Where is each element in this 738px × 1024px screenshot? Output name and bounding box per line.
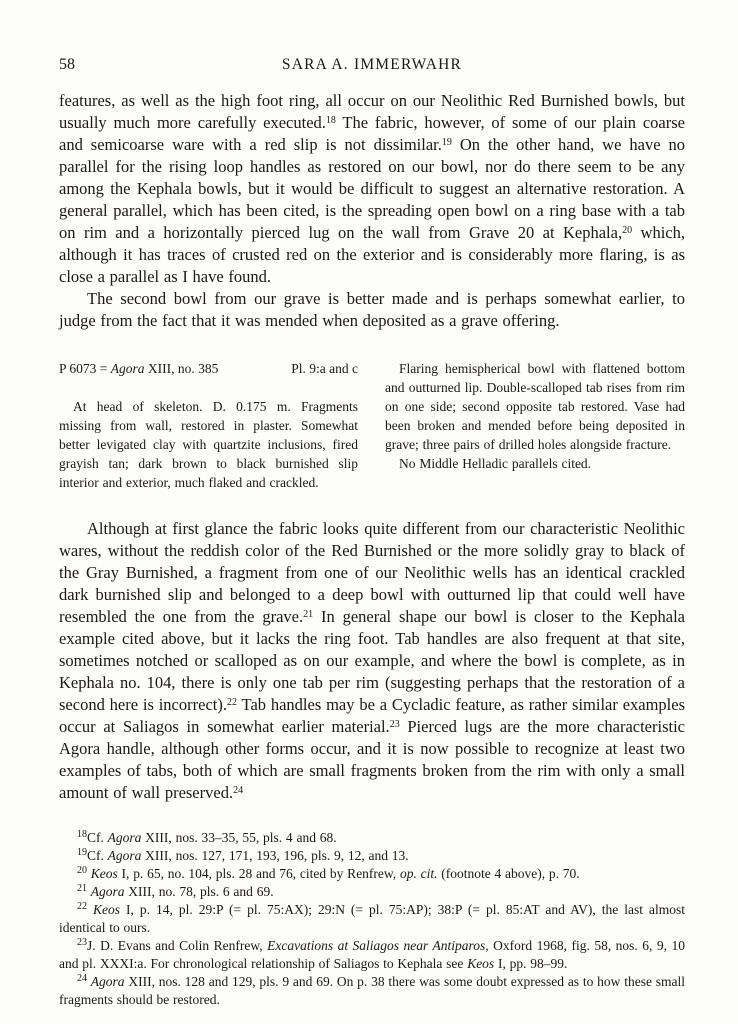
catalog-heading — [59, 359, 358, 378]
footnote-23: $^{23}$J. D. Evans and Colin Renfrew, Excavations at Saliagos near Antiparos, Oxford 1968, fig. 58, nos. 6, 9, 10 and pl. XXXI:a. For chronological relationship of Saliagos to Kephala see Keos I, pp. 98–99. — [59, 937, 685, 971]
catalog-entry — [59, 359, 685, 492]
catalog-parallels-note: No Middle Helladic parallels cited. — [399, 456, 592, 471]
footnote-22: $^{22}$ Keos I, p. 14, pl. 29:P (= pl. 75:AX); 29:N (= pl. 75:AP); 38:P (= pl. 85:AT and AV), the last almost identical to ours. — [59, 901, 685, 935]
plate-reference: Pl. 9:a and c — [291, 361, 358, 376]
footnote-24: $^{24}$ Agora XIII, nos. 128 and 129, pls. 9 and 69. On p. 38 there was some doubt expressed as to how these small fragments should be restored. — [59, 973, 685, 1007]
body-text — [59, 90, 685, 332]
paragraph-fabric-discussion: Although at first glance the fabric looks quite different from our characteristic Neolithic wares, without the reddish color of the Red Burnished or the more solidly gray to black of the Gray Burnished, a fragment from one of our Neolithic wells has an identical crackled dark burnished slip and belonged to a deep bowl with outturned lip that could well have resembled the one from the grave.$^{21}$ In general shape our bowl is closer to the Kephala example cited above, but it lacks the ring foot. Tab handles are also frequent at that site, sometimes notched or scalloped as on our example, and where the bowl is complete, as in Kephala no. 104, there is only one tab per rim (suggesting perhaps that the restoration of a second here is incorrect).$^{22}$ Tab handles may be a Cycladic feature, as rather similar examples occur at Saliagos in somewhat earlier material.$^{23}$ Pierced lugs are the more characteristic Agora handle, although other forms occur, and it is now possible to recognize at least two examples of tabs, both of which are small fragments broken from the rim with only a small amount of wall preserved.$^{24}$ — [59, 519, 685, 802]
footnote-18: $^{18}$Cf. Agora XIII, nos. 33–35, 55, pls. 4 and 68. — [77, 829, 337, 845]
catalog-inventory-number: P 6073 = Agora XIII, no. 385 — [59, 361, 219, 376]
paragraph-second-bowl: The second bowl from our grave is better made and is perhaps somewhat earlier, to judge from the fact that it was mended when deposited as a grave offering. — [59, 289, 685, 330]
running-head-author: SARA A. IMMERWAHR — [281, 56, 463, 73]
page-number: 58 — [59, 56, 75, 73]
catalog-findspot-fabric: At head of skeleton. D. 0.175 m. Fragments missing from wall, restored in plaster. Somewhat better levigated clay with quartzite inclusions, fired grayish tan; dark brown to black burnished slip interior and exterior, much flaked and crackled. — [59, 399, 358, 490]
footnote-19: $^{19}$Cf. Agora XIII, nos. 127, 171, 193, 196, pls. 9, 12, and 13. — [77, 847, 409, 863]
footnote-20: $^{20}$ Keos I, p. 65, no. 104, pls. 28 and 76, cited by Renfrew, op. cit. (footnote 4 above), p. 70. — [77, 865, 580, 881]
footnote-21: $^{21}$ Agora XIII, no. 78, pls. 6 and 69. — [77, 883, 274, 899]
catalog-right-column — [385, 359, 685, 492]
paragraph-continuation: features, as well as the high foot ring, all occur on our Neolithic Red Burnished bowls, but usually much more carefully executed.$^{18}$ The fabric, however, of some of our plain coarse and semicoarse ware with a red slip is not dissimilar.$^{19}$ On the other hand, we have no parallel for the rising loop handles as restored on our bowl, nor do there seem to be any among the Kephala bowls, but it would be difficult to suggest an alternative restoration. A general parallel, which has been cited, is the spreading open bowl on a ring base with a tab on rim and a horizontally pierced lug on the wall from Grave 20 at Kephala,$^{20}$ which, although it has traces of crusted red on the exterior and is considerably more flaring, is as close a parallel as I have found. — [59, 91, 686, 286]
footnotes-section — [59, 829, 685, 1009]
catalog-left-column — [59, 359, 358, 492]
catalog-shape-description: Flaring hemispherical bowl with flattened bottom and outturned lip. Double-scalloped tab rises from rim on one side; second opposite tab restored. Vase had been broken and mended before being deposited in grave; three pairs of drilled holes alongside fracture. — [385, 361, 685, 452]
page-header — [59, 56, 685, 74]
